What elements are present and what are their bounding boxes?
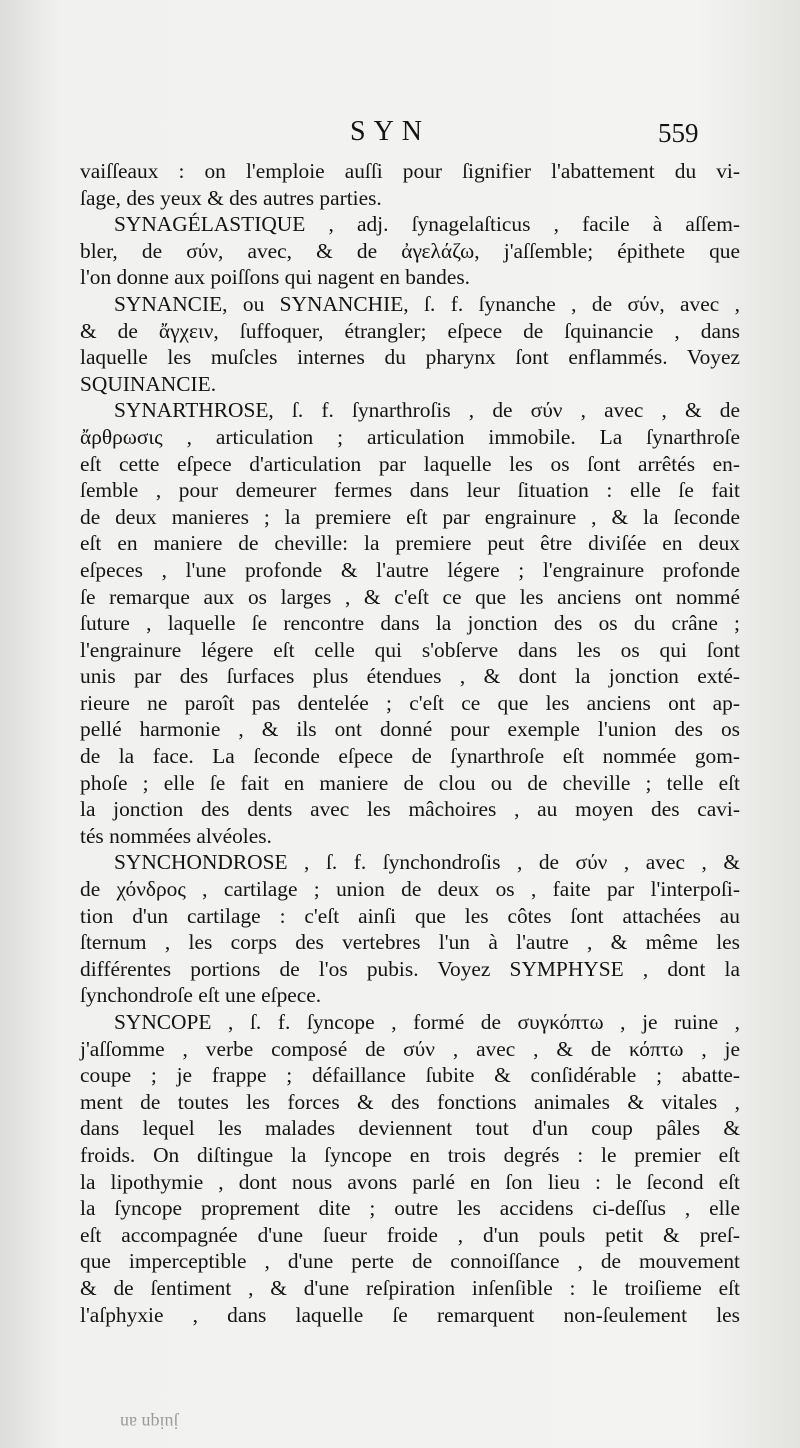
text-line: la jonction des dents avec les mâchoires , au moyen des cavi-: [80, 797, 740, 822]
text-line: eſt en maniere de cheville: la premiere peut être diviſée en deux: [80, 531, 740, 556]
text-line: de χόνδρος , cartilage ; union de deux os , faite par l'interpoſi-: [80, 877, 740, 902]
text-line: ἄρθρωσις , articulation ; articulation immobile. La ſynarthroſe: [80, 424, 740, 449]
text-line: rieure ne paroît pas dentelée ; c'eſt ce que les anciens ont ap-: [80, 690, 740, 715]
entry-heading-line: SYNCHONDROSE , ſ. f. ſynchondroſis , de σύν , avec , &: [114, 850, 740, 875]
page-header-title: SYN: [350, 116, 431, 147]
text-line: bler, de σύν, avec, & de ἀγελάζω, j'aſſemble; épithete que: [80, 238, 740, 263]
text-line: ſage, des yeux & des autres parties.: [80, 185, 382, 210]
text-line: tés nommées alvéoles.: [80, 823, 272, 848]
text-line: la ſyncope proprement dite ; outre les accidens ci-deſſus , elle: [80, 1196, 740, 1221]
text-line: ment de toutes les forces & des fonctions animales & vitales ,: [80, 1089, 740, 1114]
text-line: vaiſſeaux : on l'emploie auſſi pour ſignifier l'abattement du vi-: [80, 159, 740, 183]
text-line: laquelle les muſcles internes du pharynx ſont enflammés. Voyez: [80, 345, 740, 370]
entry-heading-line: SYNAGÉLASTIQUE , adj. ſynagelaſticus , facile à aſſem-: [114, 212, 740, 237]
text-line: phoſe ; elle ſe fait en maniere de clou ou de cheville ; telle eſt: [80, 770, 740, 795]
text-line: ſynchondroſe eſt une eſpece.: [80, 983, 322, 1008]
text-line: SQUINANCIE.: [80, 371, 217, 396]
text-line: la lipothymie , dont nous avons parlé en ſon lieu : le ſecond eſt: [80, 1169, 740, 1194]
running-head: [0, 116, 800, 156]
text-line: ſemble , pour demeurer fermes dans leur ſituation : elle ſe fait: [80, 478, 740, 503]
text-line: froids. On diſtingue la ſyncope en trois degrés : le premier eſt: [80, 1142, 740, 1167]
text-line: différentes portions de l'os pubis. Voyez SYMPHYSE , dont la: [80, 956, 740, 981]
text-line: de deux manieres ; la premiere eſt par engrainure , & la ſeconde: [80, 504, 740, 529]
text-line: j'aſſomme , verbe composé de σύν , avec , & de κόπτω , je: [80, 1036, 740, 1061]
text-line: l'on donne aux poiſſons qui nagent en bandes.: [80, 265, 471, 290]
entry-heading-line: SYNCOPE , ſ. f. ſyncope , formé de συγκόπτω , je ruine ,: [114, 1010, 740, 1034]
text-line: ſternum , les corps des vertebres l'un à l'autre , & même les: [80, 930, 740, 955]
entry-heading-line: SYNANCIE, ou SYNANCHIE, ſ. f. ſynanche , de σύν, avec ,: [114, 291, 740, 316]
text-line: & de ἄγχειν, ſuffoquer, étrangler; eſpece de ſquinancie , dans: [80, 318, 740, 343]
page-number: 559: [658, 118, 699, 148]
text-line: que imperceptible , d'une perte de connoiſſance , de mouvement: [80, 1249, 740, 1274]
text-line: pellé harmonie , & ils ont donné pour exemple l'union des os: [80, 717, 740, 742]
text-line: ſuture , laquelle ſe rencontre dans la jonction des os du crâne ;: [80, 611, 740, 636]
text-line: eſt accompagnée d'une ſueur froide , d'un pouls petit & preſ-: [80, 1222, 740, 1247]
text-line: unis par des ſurfaces plus étendues , & dont la jonction exté-: [80, 664, 740, 689]
text-line: eſpeces , l'une profonde & l'autre légere ; l'engrainure profonde: [80, 557, 740, 582]
text-line: coupe ; je frappe ; défaillance ſubite & conſidérable ; abatte-: [80, 1063, 740, 1088]
entry-heading-line: SYNARTHROSE, ſ. f. ſynarthroſis , de σύν , avec , & de: [114, 398, 740, 423]
text-line: dans lequel les malades deviennent tout d'un coup pâles &: [80, 1116, 740, 1141]
text-line: l'engrainure légere eſt celle qui s'obſerve dans les os qui ſont: [80, 637, 740, 662]
text-line: ſe remarque aux os larges , & c'eſt ce que les anciens ont nommé: [80, 584, 740, 609]
text-line: eſt cette eſpece d'articulation par laquelle les os ſont arrêtés en-: [80, 451, 740, 476]
dictionary-text: [80, 158, 740, 1328]
bleed-through-fragment: juiqn an: [120, 1413, 179, 1433]
text-line: de la face. La ſeconde eſpece de ſynarthroſe eſt nommée gom-: [80, 744, 740, 769]
text-line: & de ſentiment , & d'une reſpiration inſenſible : le troiſieme eſt: [80, 1275, 740, 1300]
text-line: l'aſphyxie , dans laquelle ſe remarquent non-ſeulement les: [80, 1302, 740, 1327]
text-line: tion d'un cartilage : c'eſt ainſi que les côtes ſont attachées au: [80, 903, 740, 928]
